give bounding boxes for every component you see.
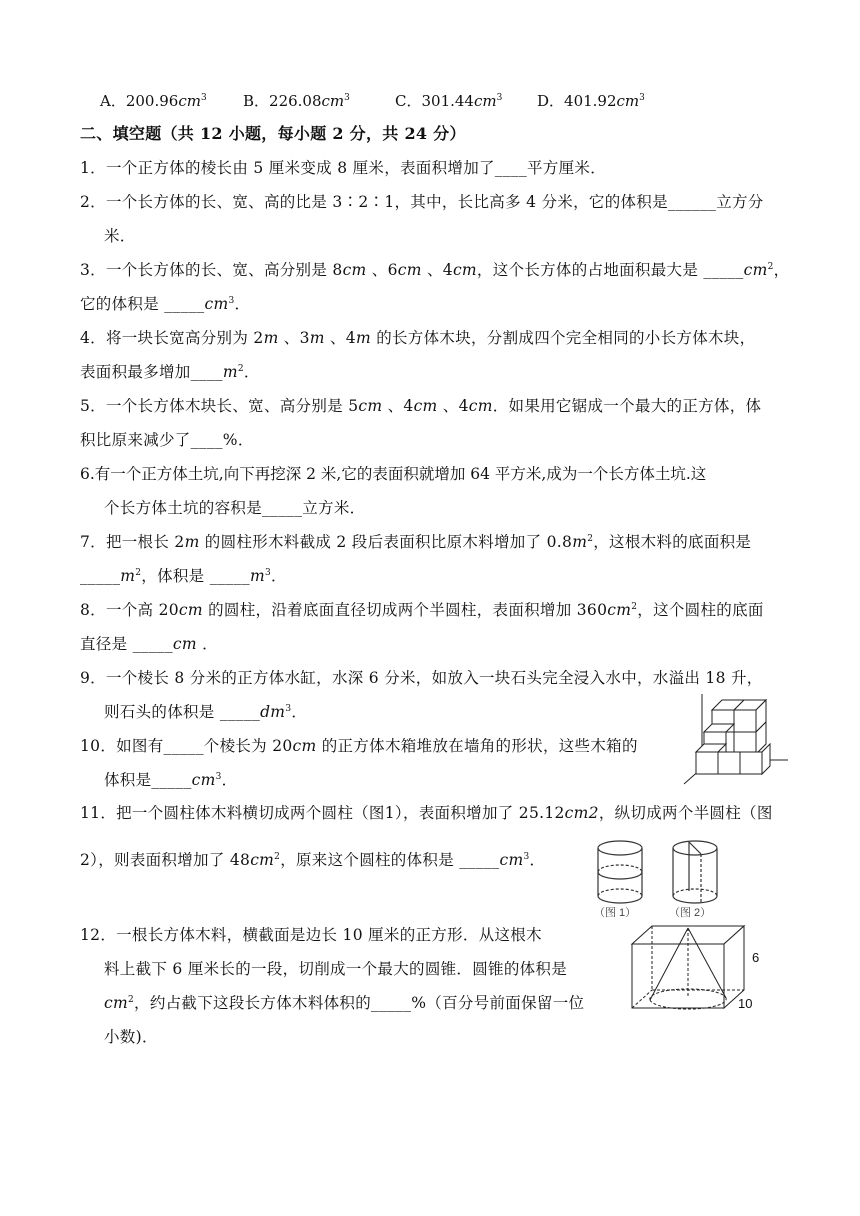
question-12-line-1: 12．一根长方体木料，横截面是边长 10 厘米的正方形．从这根木 <box>80 926 542 944</box>
question-6-line-1: 6.有一个正方体土坑,向下再挖深 2 米,它的表面积就增加 64 平方米,成为一个长方体土坑.这 <box>80 465 707 483</box>
question-11-line-1: 11．把一个圆柱体木料横切成两个圆柱（图1），表面积增加了 25.12cm2，纵切成两个半圆柱（图 <box>80 804 773 822</box>
question-4-line-1: 4．将一块长宽高分别为 2m 、3m 、4m 的长方体木块，分割成四个完全相同的小长方体木块， <box>80 329 756 347</box>
cone-in-box-figure <box>628 922 768 1014</box>
option-c[interactable]: C．$301.44cm^3$ <box>395 92 503 110</box>
question-3-line-1: 3．一个长方体的长、宽、高分别是 8cm 、6cm 、4cm，这个长方体的占地面积最大是 $\_\_\_\_\_cm^2$， <box>80 261 790 279</box>
option-b[interactable]: B．$226.08cm^3$ <box>243 92 350 110</box>
question-5-line-1: 5．一个长方体木块长、宽、高分别是 5cm 、4cm 、4cm．如果用它锯成一个最大的正方体，体 <box>80 397 762 415</box>
option-d[interactable]: D．$401.92cm^3$ <box>537 92 645 110</box>
question-6-line-2: 个长方体土坑的容积是_____立方米． <box>104 499 366 517</box>
question-9-line-1: 9．一个棱长 8 分米的正方体水缸，水深 6 分米，如放入一块石头完全浸入水中，水溢出 18 升， <box>80 669 763 687</box>
question-3-line-2: 它的体积是 $\_\_\_\_\_cm^3$． <box>80 295 251 313</box>
question-10-line-2: 体积是$\_\_\_\_\_cm^3$． <box>104 771 238 789</box>
option-a[interactable]: A．$200.96cm^3$ <box>100 92 207 110</box>
question-9-line-2: 则石头的体积是 $\_\_\_\_\_dm^3$． <box>104 703 308 721</box>
question-10-line-1: 10．如图有_____个棱长为 20cm 的正方体木箱堆放在墙角的形状，这些木箱的 <box>80 737 638 755</box>
question-7-line-1: 7．把一根长 2m 的圆柱形木料截成 2 段后表面积比原木料增加了 $0.8m^2$，这根木料的底面积是 <box>80 533 752 551</box>
question-4-line-2: 表面积最多增加$\_\_\_\_m^2$． <box>80 363 260 381</box>
section-title: 二、填空题（共 12 小题，每小题 2 分，共 24 分） <box>80 124 466 143</box>
cylinder-figure-1 <box>590 838 650 920</box>
figure-1-caption: （图 1） <box>594 907 637 919</box>
height-label: 6 <box>752 950 760 965</box>
width-label: 10 <box>738 996 753 1011</box>
question-1: 1．一个正方体的棱长由 5 厘米变成 8 厘米，表面积增加了____平方厘米． <box>80 159 606 177</box>
figure-2-caption: （图 2） <box>669 907 712 919</box>
question-12-line-3: $cm^2$，约占截下这段长方体木料体积的_____%（百分号前面保留一位 <box>104 994 585 1012</box>
question-2-line-2: 米． <box>104 227 136 245</box>
question-8-line-1: 8．一个高 20cm 的圆柱，沿着底面直径切成两个半圆柱，表面积增加 $360cm^2$，这个圆柱的底面 <box>80 601 764 619</box>
question-11-line-2: 2），则表面积增加了 $48cm^2$，原来这个圆柱的体积是 $\_\_\_\_\_cm^3$． <box>80 851 546 869</box>
question-7-line-2: $\_\_\_\_\_m^2$，体积是 $\_\_\_\_\_m^3$． <box>80 567 287 585</box>
question-8-line-2: 直径是 _____cm ． <box>80 635 218 653</box>
question-5-line-2: 积比原来减少了____%． <box>80 431 254 449</box>
question-12-line-2: 料上截下 6 厘米长的一段，切削成一个最大的圆锥．圆锥的体积是 <box>104 960 568 978</box>
question-2-line-1: 2．一个长方体的长、宽、高的比是 3∶2∶1，其中，长比高多 4 分米，它的体积是______立方分 <box>80 193 764 211</box>
stacked-cubes-figure <box>682 686 792 786</box>
cylinder-figure-2 <box>665 838 725 920</box>
question-12-line-4: 小数)． <box>104 1028 158 1046</box>
